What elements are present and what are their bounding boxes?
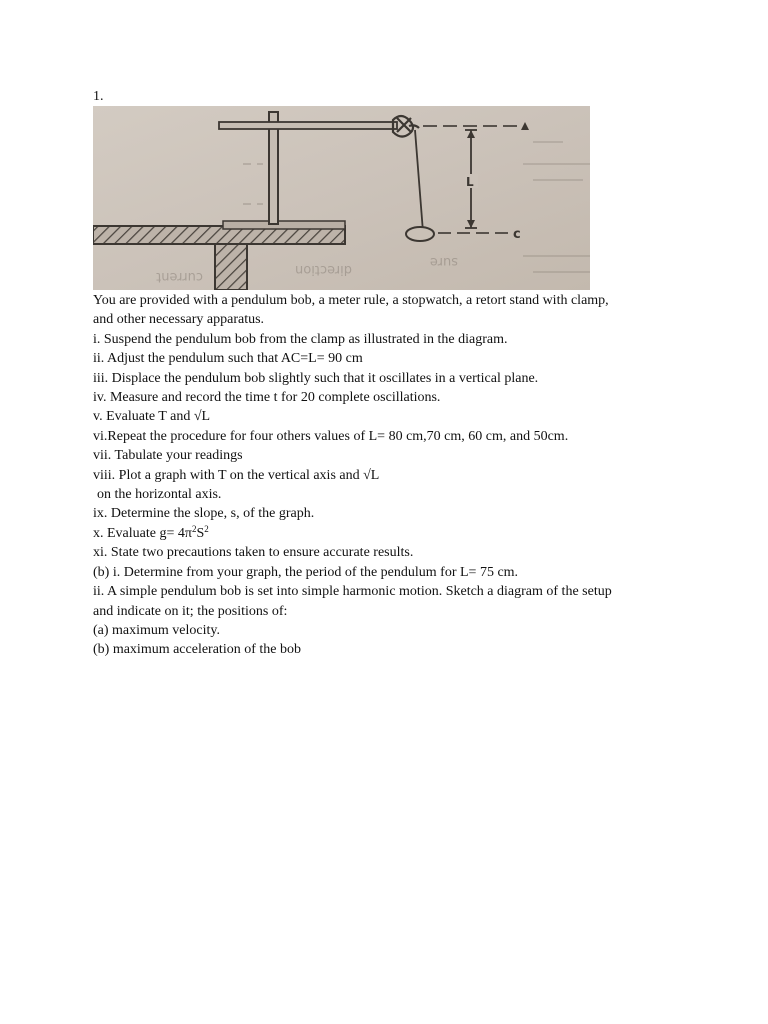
step-x-formula bbox=[93, 524, 693, 543]
clamp-arm bbox=[219, 122, 397, 129]
part-b-ii: ii. A simple pendulum bob is set into simple harmonic motion. Sketch a diagram of the setup bbox=[93, 584, 612, 600]
bleed-text-sure: sure bbox=[429, 254, 458, 269]
step-i: i. Suspend the pendulum bob from the clamp as illustrated in the diagram. bbox=[93, 331, 508, 347]
step-viii-continued: on the horizontal axis. bbox=[97, 487, 222, 503]
step-iv: iv. Measure and record the time t for 20 complete oscillations. bbox=[93, 390, 441, 406]
part-b-ii-b: (b) maximum acceleration of the bob bbox=[93, 642, 301, 658]
bleed-text-direction: direction bbox=[295, 262, 352, 277]
step-vi: vi.Repeat the procedure for four others values of L= 80 cm,70 cm, 60 cm, and 50cm. bbox=[93, 428, 569, 444]
part-b-ii-a: (a) maximum velocity. bbox=[93, 622, 220, 638]
step-vii: vii. Tabulate your readings bbox=[93, 448, 243, 464]
label-C: c bbox=[513, 227, 521, 242]
step-ix: ix. Determine the slope, s, of the graph. bbox=[93, 506, 315, 522]
part-b-i: (b) i. Determine from your graph, the period of the pendulum for L= 75 cm. bbox=[93, 564, 519, 580]
question-number: 1. bbox=[93, 89, 104, 104]
formula-exponent-pi: 2 bbox=[191, 523, 197, 534]
label-L: L bbox=[466, 175, 474, 189]
step-xi: xi. State two precautions taken to ensure accurate results. bbox=[93, 545, 414, 561]
pendulum-diagram bbox=[93, 106, 590, 290]
table-leg bbox=[215, 244, 247, 290]
part-b-ii-continued: and indicate on it; the positions of: bbox=[93, 603, 288, 619]
retort-base-top bbox=[223, 221, 345, 229]
step-viii: viii. Plot a graph with T on the vertical axis and √L bbox=[93, 467, 380, 483]
pendulum-bob bbox=[406, 227, 434, 241]
bleed-text-current: current bbox=[156, 269, 203, 284]
formula-prefix: x. Evaluate g= 4π bbox=[93, 525, 192, 541]
step-ii: ii. Adjust the pendulum such that AC=L= 90 cm bbox=[93, 351, 363, 367]
step-v: v. Evaluate T and √L bbox=[93, 409, 211, 425]
step-iii: iii. Displace the pendulum bob slightly such that it oscillates in a vertical plane. bbox=[93, 370, 539, 386]
question-body bbox=[93, 291, 693, 660]
text-line: and other necessary apparatus. bbox=[93, 312, 265, 328]
text-line: You are provided with a pendulum bob, a meter rule, a stopwatch, a retort stand with clamp, bbox=[93, 293, 609, 308]
pendulum-diagram-photo bbox=[93, 106, 590, 290]
formula-exponent-s: 2 bbox=[204, 523, 209, 534]
formula-slope-symbol: S bbox=[196, 525, 205, 541]
